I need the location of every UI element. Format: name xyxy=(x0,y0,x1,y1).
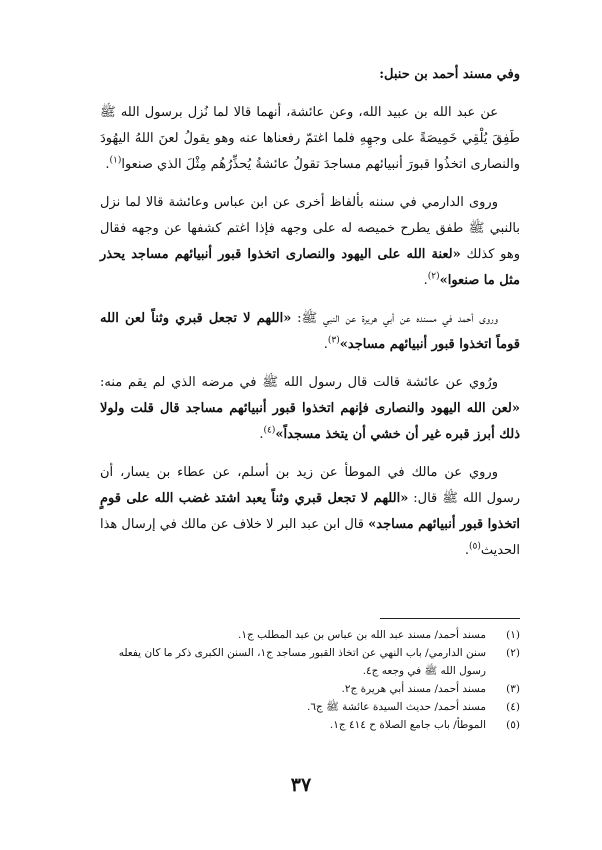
main-text xyxy=(100,62,520,576)
quoted-hadith-text: «لعن الله اليهود والنصارى فإنهم اتخذوا قبور أنبيائهم مساجد قال قلت ولولا ذلك أبرز قبره غير أن خشي أن يتخذ مسجداً» xyxy=(100,401,520,442)
paragraph-text: وروي عن مالك في الموطأ عن زيد بن أسلم، عن عطاء بن يسار، أن رسول الله ﷺ قال: xyxy=(100,465,521,506)
footnote-number: (١) xyxy=(506,629,520,641)
footnote-item xyxy=(100,698,520,716)
paragraph-text: وروى الدارمي في سننه بألفاظ أخرى عن ابن عباس وعائشة قالا لما نزل بالنبي ﷺ طفق يطرح خميصه له على وجهه فإذا اغتم كشفها عن وجهه فقال وهو كذلك xyxy=(100,195,521,262)
paragraph xyxy=(100,306,520,358)
footnote-text: مسند أحمد/ مسند أبي هريرة ج٢. xyxy=(341,683,486,695)
paragraph-text: . xyxy=(323,337,328,352)
footnote-number: (٢) xyxy=(506,647,520,659)
footnote-item xyxy=(100,716,520,734)
footnote-reference: (٤) xyxy=(263,425,276,436)
footnote-number: (٥) xyxy=(506,719,520,731)
page-number: ٣٧ xyxy=(290,774,312,796)
footnote-item xyxy=(100,644,520,680)
footnote-text: سنن الدارمي/ باب النهي عن اتخاذ القبور مساجد ج١، السنن الكبرى ذكر ما كان يفعله رسول الله ﷺ في وجعه ج٤. xyxy=(118,647,486,677)
paragraph-text: وروى أحمد في مسنده عن أبي هريرة عن النبي ﷺ: xyxy=(291,311,498,326)
paragraph xyxy=(100,100,520,178)
paragraph-text: . xyxy=(259,427,264,442)
quoted-hadith-text: «اللهم لا تجعل قبري وثناً يعبد اشتد غضب الله على قومٍ اتخذوا قبور أنبيائهم مساجد» xyxy=(100,491,520,532)
paragraph-text: . xyxy=(464,543,469,558)
footnote-item xyxy=(100,680,520,698)
paragraph-text: . xyxy=(423,273,428,288)
paragraph-text: قال ابن عبد البر لا خلاف عن مالك في إرسال هذا الحديث xyxy=(100,517,520,558)
footnote-number: (٣) xyxy=(506,683,520,695)
footnote-reference: (٢) xyxy=(427,271,440,282)
paragraph-text: عن عبد الله بن عبيد الله، وعن عائشة، أنهما قالا لما نُزل برسول الله ﷺ طَفِقَ يُلْقِي خَمِيصَةً على وجهِهِ فلما اغتمّ رفعناها عنه وهو يقولُ لعنَ اللهُ اليهُودَ والنصارى اتخذُوا قبورَ أنبيائهم مساجدَ تقولُ عائشةُ يُحذِّرُهُم مِثْلَ الذي صنعوا xyxy=(100,105,520,172)
footnote-reference: (١) xyxy=(109,155,122,166)
footnotes xyxy=(100,626,520,734)
footnote-text: الموطأ/ باب جامع الصلاة ح ٤١٤ ج١. xyxy=(329,719,486,731)
section-heading: وفي مسند أحمد بن حنبل: xyxy=(379,67,520,82)
paragraph-list xyxy=(100,100,520,564)
footnote-reference: (٣) xyxy=(327,335,340,346)
paragraph-text: ورُوي عن عائشة قالت قال رسول الله ﷺ في مرضه الذي لم يقم منه: xyxy=(100,375,498,390)
quoted-hadith-text: «اللهم لا تجعل قبري وثناً لعن الله قوماً اتخذوا قبور أنبيائهم مساجد» xyxy=(100,311,520,352)
paragraph xyxy=(100,190,520,294)
paragraph xyxy=(100,370,520,448)
footnote-number: (٤) xyxy=(506,701,520,713)
paragraph-text: . xyxy=(105,157,110,172)
footnote-item xyxy=(100,626,520,644)
footnote-reference: (٥) xyxy=(468,541,481,552)
footnote-separator xyxy=(380,618,520,619)
quoted-hadith-text: «لعنة الله على اليهود والنصارى اتخذوا قبور أنبيائهم مساجد يحذر مثل ما صنعوا» xyxy=(100,247,520,288)
footnote-text: مسند أحمد/ حديث السيدة عائشة ﷺ ج٦. xyxy=(307,701,486,713)
paragraph xyxy=(100,460,520,564)
footnote-text: مسند أحمد/ مسند عبد الله بن عباس بن عبد المطلب ج١. xyxy=(238,629,486,641)
